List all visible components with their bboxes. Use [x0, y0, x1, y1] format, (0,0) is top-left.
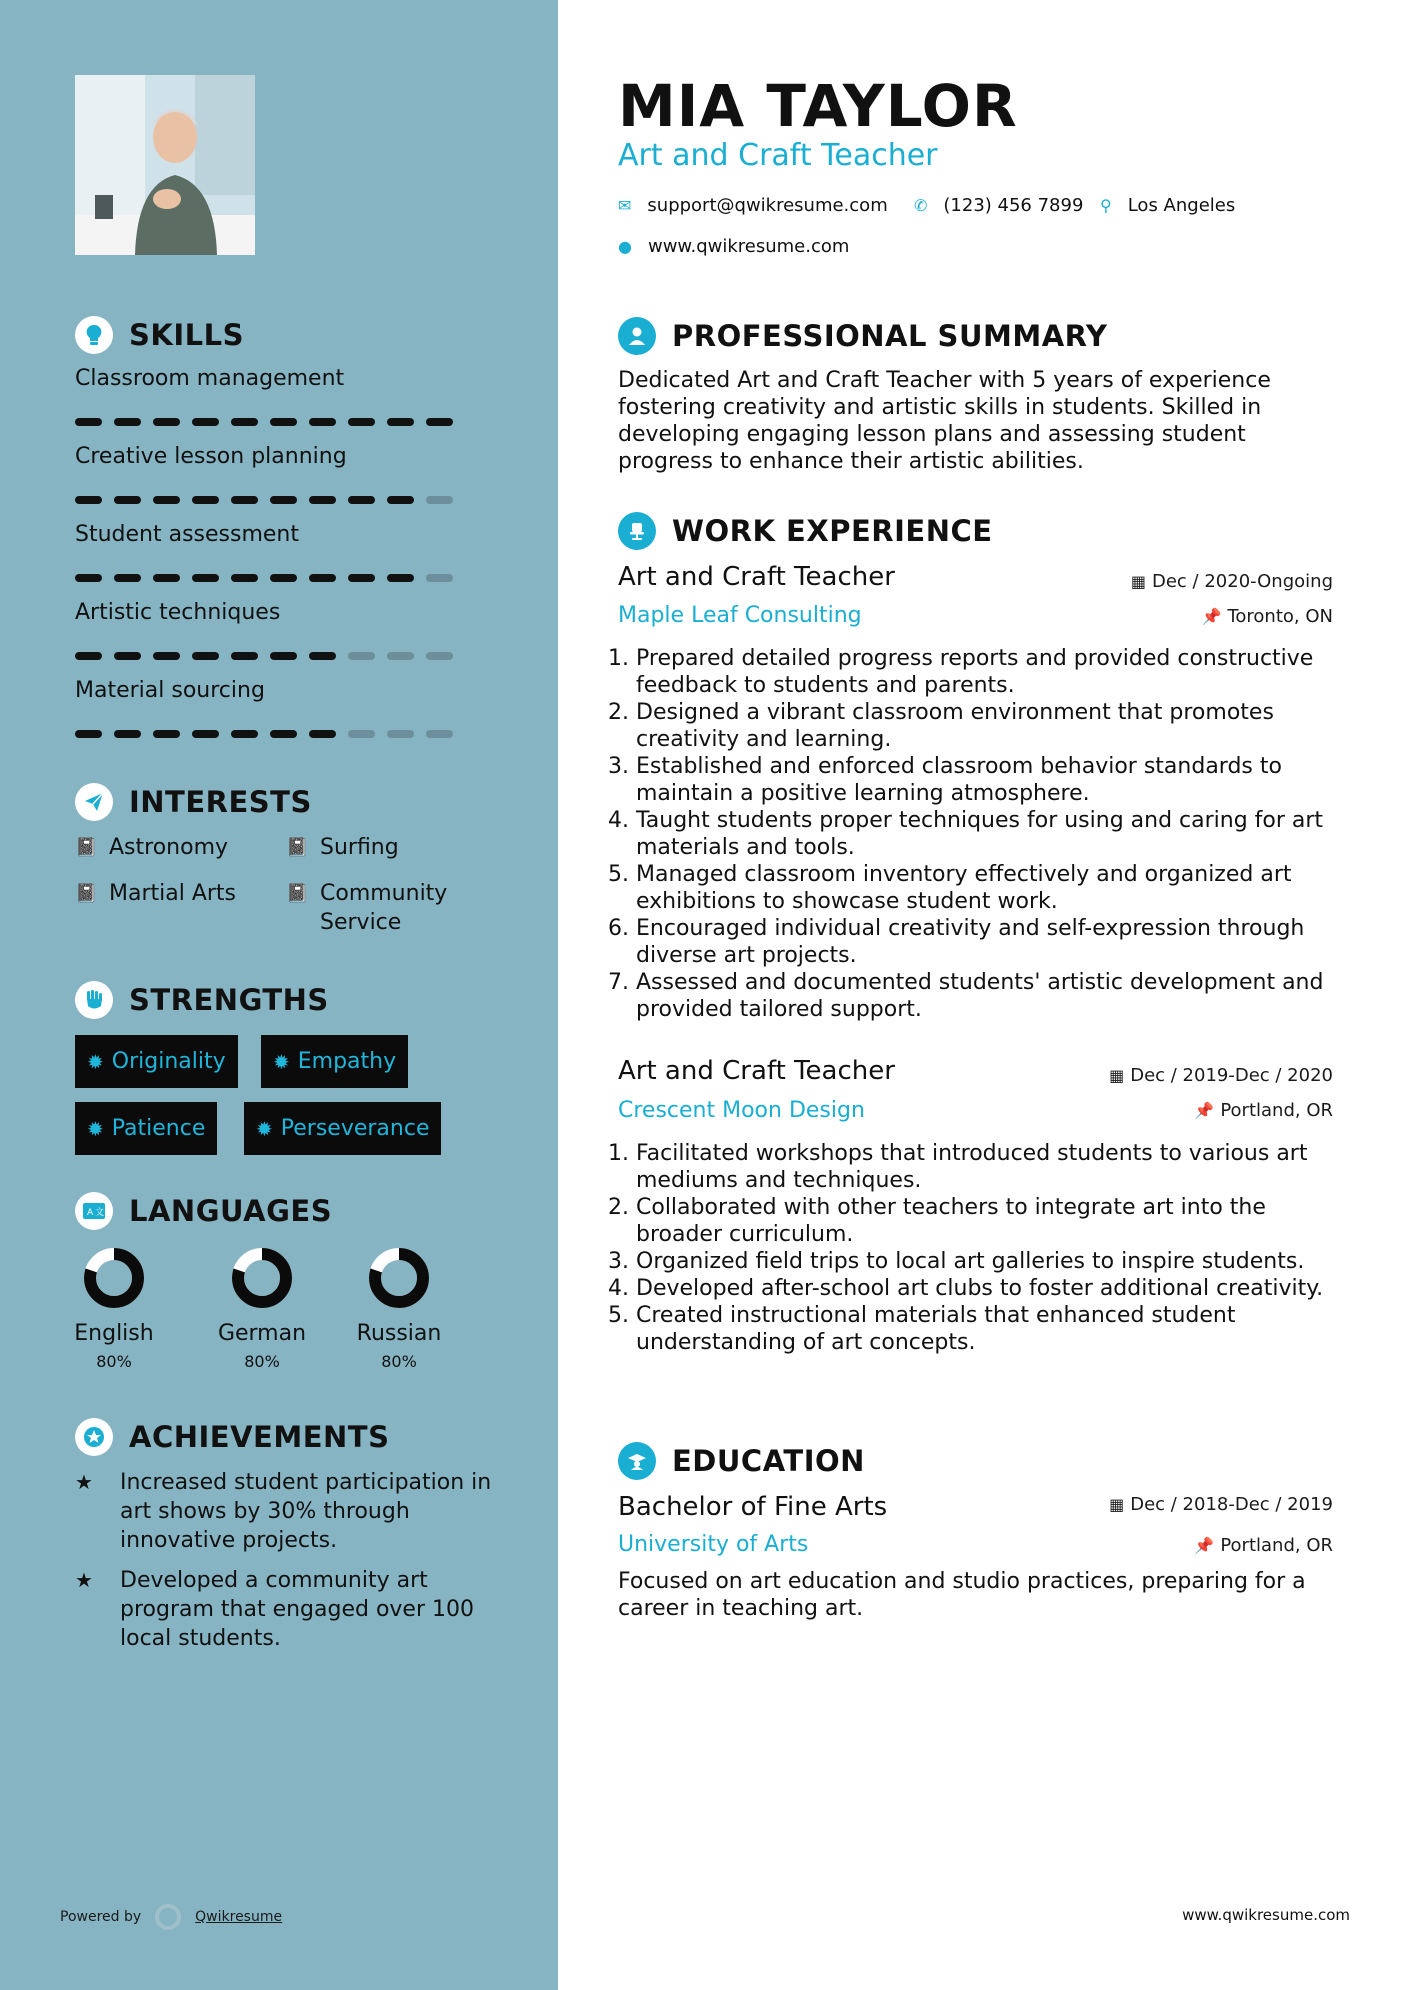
language-name: Russian [356, 1321, 442, 1346]
skill-level-dash [426, 496, 453, 504]
candidate-name: MIA TAYLOR [618, 72, 1018, 140]
skill-level-dash [192, 496, 219, 504]
skill-level-bar [75, 496, 453, 504]
education-heading [618, 1442, 865, 1480]
skill-level-dash [426, 418, 453, 426]
location-text: Los Angeles [1127, 195, 1236, 216]
skill-level-dash [387, 730, 414, 738]
skill-level-dash [153, 730, 180, 738]
language-item [339, 1247, 459, 1371]
job-location [1202, 606, 1333, 627]
skills-title: SKILLS [129, 318, 244, 352]
contact-phone[interactable] [914, 195, 1083, 216]
skill-level-dash [192, 574, 219, 582]
skill-level-dash [387, 652, 414, 660]
graduate-icon [618, 1442, 656, 1480]
globe-icon: ● [618, 237, 632, 256]
sidebar [0, 0, 558, 1990]
strength-label: Perseverance [280, 1116, 430, 1141]
skill-level-dash [192, 652, 219, 660]
strength-chip [261, 1035, 408, 1088]
skill-level-dash [114, 418, 141, 426]
education-location [1194, 1535, 1333, 1556]
skill-level-dash [270, 496, 297, 504]
strength-chip [75, 1102, 217, 1155]
skill-level-dash [348, 730, 375, 738]
job-date-text: Dec / 2019-Dec / 2020 [1130, 1065, 1333, 1086]
duty-item: 3. Established and enforced classroom behavior standards to maintain a positive learning atmosphere. [636, 753, 1338, 807]
skill-level-dash [75, 730, 102, 738]
skill-name: Classroom management [75, 366, 345, 391]
book-icon: 📓 [75, 883, 98, 904]
candidate-role: Art and Craft Teacher [618, 138, 938, 173]
skill-level-dash [231, 574, 258, 582]
skill-level-dash [153, 418, 180, 426]
badge-icon: ✹ [256, 1116, 273, 1141]
skill-level-dash [153, 574, 180, 582]
language-name: English [74, 1321, 154, 1346]
star-icon: ★ [75, 1568, 93, 1592]
skill-level-dash [114, 496, 141, 504]
job-date [1131, 571, 1333, 592]
education-date [1109, 1494, 1333, 1515]
job-company: Maple Leaf Consulting [618, 603, 862, 628]
interest-item [286, 879, 486, 937]
duty-item: 7. Assessed and documented students' artistic development and provided tailored support. [636, 969, 1338, 1023]
interest-label: Surfing [320, 835, 399, 860]
strength-label: Patience [111, 1116, 206, 1141]
skill-level-dash [231, 496, 258, 504]
summary-title: PROFESSIONAL SUMMARY [672, 319, 1108, 353]
skill-level-dash [75, 418, 102, 426]
interests-heading [75, 783, 312, 821]
skill-level-dash [387, 496, 414, 504]
svg-text:文: 文 [95, 1208, 105, 1218]
footer-powered-by [60, 1904, 282, 1930]
skill-level-dash [153, 496, 180, 504]
website-text: www.qwikresume.com [647, 236, 850, 257]
strengths-title: STRENGTHS [129, 983, 329, 1017]
job-duties-list [618, 1140, 1338, 1356]
badge-icon: ✹ [273, 1049, 290, 1074]
achievement-item [75, 1566, 495, 1653]
skill-level-dash [309, 652, 336, 660]
calendar-icon: ▦ [1109, 1066, 1125, 1085]
skill-level-bar [75, 574, 453, 582]
achievement-text: Increased student participation in art shows by 30% through innovative projects. [120, 1470, 492, 1553]
skill-name: Creative lesson planning [75, 444, 347, 469]
achievements-heading [75, 1418, 389, 1456]
job-date [1109, 1065, 1333, 1086]
school-name: University of Arts [618, 1532, 809, 1557]
languages-title: LANGUAGES [129, 1194, 333, 1228]
profile-photo [75, 75, 255, 255]
job-title: Art and Craft Teacher [618, 562, 895, 592]
experience-title: WORK EXPERIENCE [672, 514, 993, 548]
language-level: 80% [96, 1352, 132, 1371]
skill-level-dash [309, 574, 336, 582]
skill-level-dash [192, 418, 219, 426]
skill-level-dash [426, 574, 453, 582]
calendar-icon: ▦ [1109, 1495, 1125, 1514]
office-chair-icon [618, 512, 656, 550]
job-date-text: Dec / 2020-Ongoing [1152, 571, 1333, 592]
lightbulb-icon [75, 316, 113, 354]
star-badge-icon [75, 1418, 113, 1456]
skill-level-dash [114, 652, 141, 660]
duty-item: 2. Designed a vibrant classroom environment that promotes creativity and learning. [636, 699, 1338, 753]
skill-level-dash [75, 496, 102, 504]
strength-label: Originality [111, 1049, 226, 1074]
skill-level-dash [270, 574, 297, 582]
book-icon: 📓 [286, 883, 309, 904]
skill-level-bar [75, 730, 453, 738]
language-proficiency-ring [231, 1247, 293, 1309]
envelope-icon: ✉ [618, 196, 632, 215]
pushpin-icon: 📌 [1201, 607, 1222, 626]
education-title: EDUCATION [672, 1444, 865, 1478]
skill-level-dash [114, 730, 141, 738]
strength-chip [75, 1035, 238, 1088]
fist-icon [75, 981, 113, 1019]
education-location-text: Portland, OR [1220, 1535, 1333, 1556]
badge-icon: ✹ [87, 1049, 104, 1074]
contact-website[interactable] [618, 236, 849, 257]
powered-by-label: Powered by [60, 1909, 142, 1925]
skill-level-dash [114, 574, 141, 582]
contact-email[interactable] [618, 195, 888, 216]
duty-item: 3. Organized field trips to local art galleries to inspire students. [636, 1248, 1338, 1275]
job-duties-list [618, 645, 1338, 1023]
skill-level-dash [426, 652, 453, 660]
duty-item: 4. Taught students proper techniques for using and caring for art materials and tools. [636, 807, 1338, 861]
phone-text: (123) 456 7899 [943, 195, 1084, 216]
skill-level-dash [270, 652, 297, 660]
interest-label: Community Service [320, 881, 448, 935]
language-proficiency-ring [83, 1247, 145, 1309]
book-icon: 📓 [286, 837, 309, 858]
skill-level-dash [75, 574, 102, 582]
book-icon: 📓 [75, 837, 98, 858]
strength-label: Empathy [297, 1049, 397, 1074]
language-icon [75, 1192, 113, 1230]
interests-title: INTERESTS [129, 785, 312, 819]
skill-level-dash [387, 418, 414, 426]
languages-heading [75, 1192, 332, 1230]
brand-link[interactable]: Qwikresume [195, 1909, 283, 1925]
user-icon [618, 317, 656, 355]
language-item [54, 1247, 174, 1371]
skill-level-dash [75, 652, 102, 660]
skill-level-dash [270, 418, 297, 426]
duty-item: 1. Facilitated workshops that introduced students to various art mediums and techniques. [636, 1140, 1338, 1194]
skill-level-dash [348, 496, 375, 504]
language-proficiency-ring [368, 1247, 430, 1309]
skill-level-dash [348, 574, 375, 582]
achievement-item [75, 1468, 495, 1555]
skill-level-dash [309, 418, 336, 426]
skill-level-dash [231, 418, 258, 426]
strengths-heading [75, 981, 329, 1019]
qwikresume-logo-icon [155, 1904, 181, 1930]
interest-item [75, 879, 236, 908]
achievements-title: ACHIEVEMENTS [129, 1420, 390, 1454]
job-location [1194, 1100, 1333, 1121]
skills-heading [75, 316, 244, 354]
summary-heading [618, 317, 1107, 355]
skill-level-dash [231, 730, 258, 738]
skill-level-dash [270, 730, 297, 738]
skill-level-dash [348, 652, 375, 660]
phone-icon: ✆ [914, 196, 928, 215]
strength-chip [244, 1102, 441, 1155]
skill-name: Material sourcing [75, 678, 265, 703]
language-item [202, 1247, 322, 1371]
education-date-text: Dec / 2018-Dec / 2019 [1130, 1494, 1333, 1515]
badge-icon: ✹ [87, 1116, 104, 1141]
skill-level-dash [309, 730, 336, 738]
job-company: Crescent Moon Design [618, 1098, 865, 1123]
skill-level-dash [426, 730, 453, 738]
language-level: 80% [244, 1352, 280, 1371]
experience-heading [618, 512, 993, 550]
pushpin-icon: 📌 [1194, 1536, 1215, 1555]
skill-level-bar [75, 652, 453, 660]
duty-item: 2. Collaborated with other teachers to integrate art into the broader curriculum. [636, 1194, 1338, 1248]
duty-item: 5. Created instructional materials that enhanced student understanding of art concepts. [636, 1302, 1338, 1356]
star-icon: ★ [75, 1470, 93, 1494]
duty-item: 6. Encouraged individual creativity and self-expression through diverse art projects. [636, 915, 1338, 969]
interest-label: Martial Arts [109, 881, 237, 906]
interest-item [286, 833, 399, 862]
map-pin-icon: ⚲ [1100, 196, 1112, 215]
job-location-text: Portland, OR [1220, 1100, 1333, 1121]
pushpin-icon: 📌 [1194, 1101, 1215, 1120]
duty-item: 1. Prepared detailed progress reports and provided constructive feedback to students and parents. [636, 645, 1338, 699]
skill-name: Artistic techniques [75, 600, 281, 625]
interest-item [75, 833, 228, 862]
skill-level-dash [153, 652, 180, 660]
skill-level-dash [192, 730, 219, 738]
skill-level-dash [387, 574, 414, 582]
skill-level-dash [348, 418, 375, 426]
achievement-text: Developed a community art program that engaged over 100 local students. [120, 1568, 474, 1651]
duty-item: 5. Managed classroom inventory effectively and organized art exhibitions to showcase student work. [636, 861, 1338, 915]
language-level: 80% [381, 1352, 417, 1371]
degree-title: Bachelor of Fine Arts [618, 1492, 888, 1522]
skill-level-dash [231, 652, 258, 660]
paper-plane-icon [75, 783, 113, 821]
contact-location [1100, 195, 1235, 216]
calendar-icon: ▦ [1130, 572, 1146, 591]
interest-label: Astronomy [109, 835, 229, 860]
svg-text:A: A [87, 1208, 94, 1218]
footer-website[interactable]: www.qwikresume.com [1182, 1906, 1350, 1924]
skill-name: Student assessment [75, 522, 299, 547]
skill-level-dash [309, 496, 336, 504]
duty-item: 4. Developed after-school art clubs to foster additional creativity. [636, 1275, 1338, 1302]
job-title: Art and Craft Teacher [618, 1056, 895, 1086]
job-location-text: Toronto, ON [1227, 606, 1333, 627]
summary-text: Dedicated Art and Craft Teacher with 5 years of experience fostering creativity and artistic skills in students. Skilled in developing engaging lesson plans and assessing student progress to enhance their artistic abilities. [618, 368, 1271, 474]
skill-level-bar [75, 418, 453, 426]
language-name: German [217, 1321, 307, 1346]
education-text: Focused on art education and studio practices, preparing for a career in teaching art. [618, 1569, 1306, 1621]
email-text: support@qwikresume.com [647, 195, 888, 216]
